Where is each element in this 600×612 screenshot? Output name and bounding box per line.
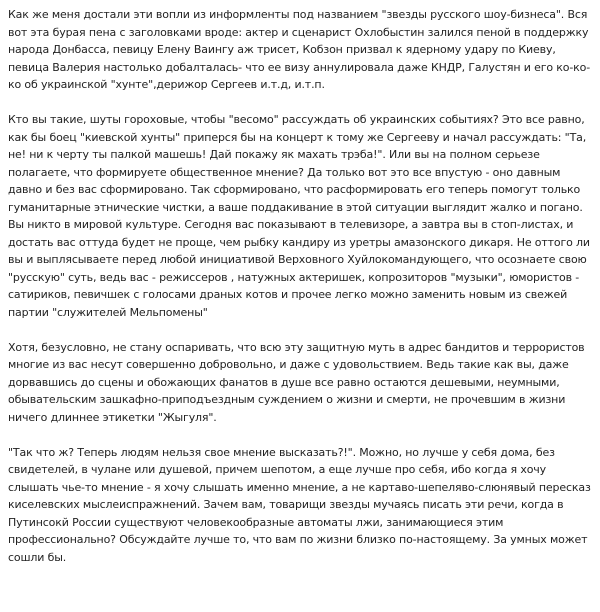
paragraph-4: "Так что ж? Теперь людям нельзя свое мнение высказать?!". Можно, но лучше у себя дома, без свидетелей, в чулане или душевой, причем шепотом, а еще лучше про себя, ибо когда я хочу слышать чье-то мнение - я хочу слышать именно мнение, а не картаво-шепеляво-слюнявый пересказ киселевских мыслеиспражнений. Зачем вам, товарищи звезды мучаясь писать эти речи, когда в Путинсокй России существуют человекообразные автоматы лжи, занимающиеся этим профессионально? Обсуждайте лучше то, что вам по жизни близко по-настоящему. За умных может сошли бы. [8,445,591,564]
paragraph-1: Как же меня достали эти вопли из информленты под названием "звезды русского шоу-бизнеса". Вся вот эта бурая пена с заголовками вроде: актер и сценарист Охлобыстин залился пеной в поддержку народа Донбасса, певицу Елену Ваингу аж трисет, Кобзон призвал к ядерному удару по Киеву, певица Валерия настолько добалталась- что ее визу аннулировала даже КНДР, Галустян и его ко-ко-ко об украинской "хунте",дерижор Сергеев и.т.д, и.т.п. [8,8,591,91]
paragraph-2: Кто вы такие, шуты гороховые, чтобы "весомо" рассуждать об украинских событиях? Это все равно, как бы боец "киевской хунты" приперся бы на концерт к тому же Сергееву и начал рассуждать: "Та, не! ни к черту ты палкой машешь! Дай покажу як махать трэба!". Или вы на полном серьезе полагаете, что формируете общественное мнение? Да только вот это все впустую - оно давным давно и без вас сформировано. Так сформировано, что расформировать его теперь помогут только гуманитарные этнические чистки, а ваше поддакивание в этой ситуации выглядит жалко и погано. Вы никто в мировой культуре. Сегодня вас показывают в телевизоре, а завтра вы в стоп-листах, и достать вас оттуда будет не проще, чем рыбку кандиру из уретры амазонского дикаря. Не оттого ли вы и выплясываете перед любой инициативой Верховного Хуйлокомандующего, что осознаете свою "русскую" суть, ведь вас - режиссеров , натужных актеришек, копрозиторов "музыки", юмористов - сатириков, певичшек с голосами драных котов и прочее легко можно заменить новым из свежей партии "служителей Мельпомены" [8,113,590,319]
paragraph-3: Хотя, безусловно, не стану оспаривать, что всю эту защитную муть в адрес бандитов и террористов многие из вас несут совершенно добровольно, и даже с удовольствием. Ведь такие как вы, даже дорвавшись до сцены и обожающих фанатов в душе все равно остаются дешевыми, неумными, обывательским зашкафно-приподъездным суждением о жизни и смерти, не прочевшим в жизни ничего длиннее этикетки "Жыгуля". [8,340,585,424]
